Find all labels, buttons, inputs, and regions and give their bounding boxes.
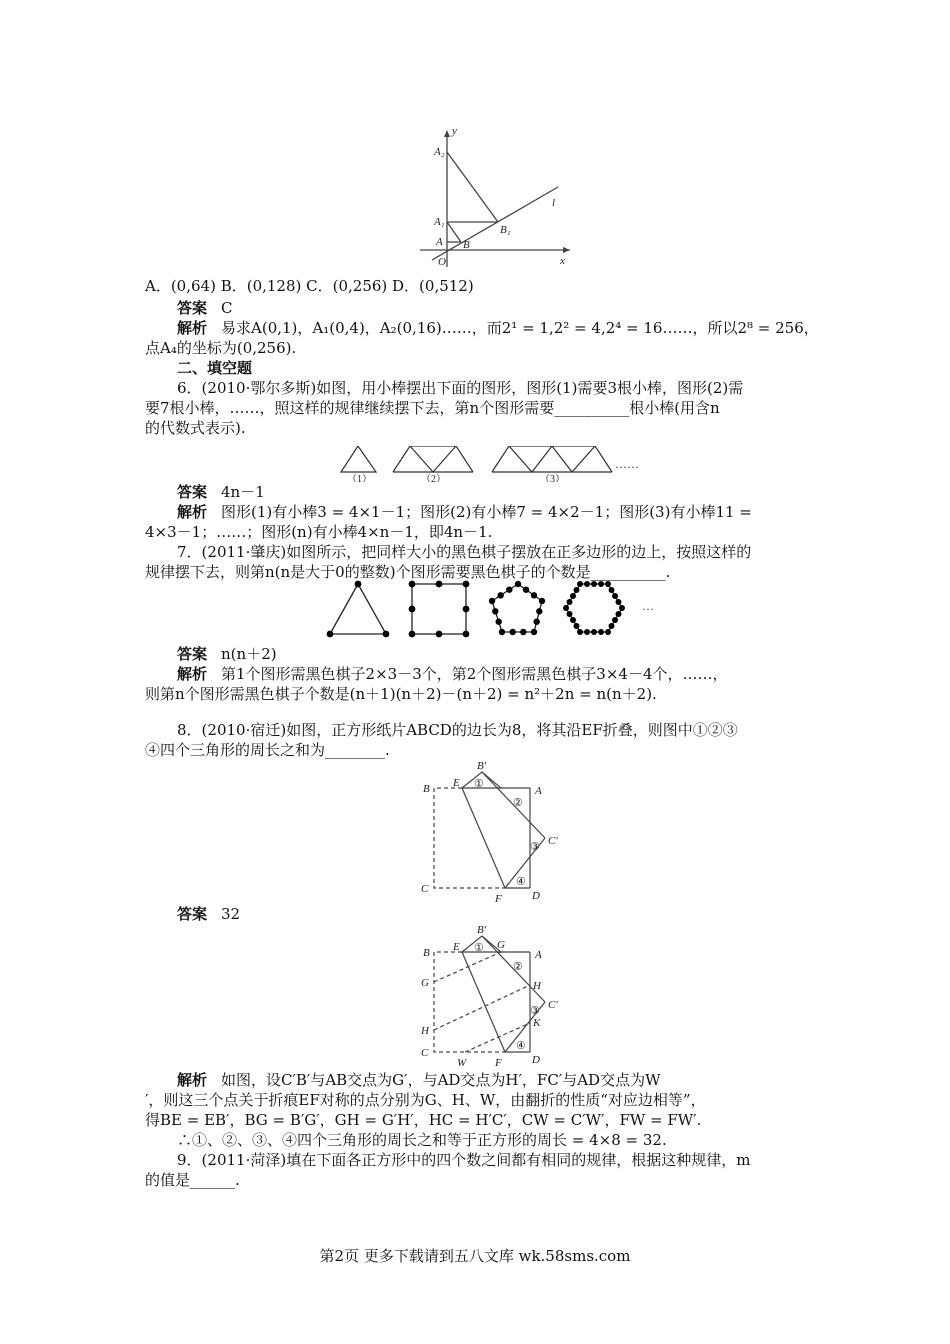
q8-fold-figure bbox=[415, 756, 575, 904]
section-title: 二、填空题 bbox=[177, 359, 253, 377]
q8-analysis-3: 得BE = EB′，BG = B′G′，GH = G′H′，HC = H′C′，CW = C′W′，FW = FW′. bbox=[145, 1111, 702, 1129]
label-B: B bbox=[463, 239, 470, 251]
segment-A1B bbox=[447, 222, 461, 242]
q5-options: A．(0,64) B．(0,128) C．(0,256) D．(0,512) bbox=[145, 277, 474, 295]
answer-text: 32 bbox=[221, 905, 241, 923]
pentagon-figure bbox=[492, 584, 542, 632]
q6-analysis bbox=[177, 502, 842, 522]
answer-text: n(n＋2) bbox=[221, 645, 277, 663]
label-W: W bbox=[457, 1057, 467, 1068]
stick-figure-1 bbox=[341, 446, 376, 472]
segment-A2B1 bbox=[447, 152, 498, 222]
q7-answer bbox=[177, 644, 842, 664]
circle-1: ① bbox=[474, 778, 484, 790]
circle-3: ③ bbox=[530, 841, 540, 853]
answer-label: 答案 bbox=[177, 645, 208, 663]
q6-text-2: 要7根小棒，……，照这样的规律继续摆下去，第n个图形需要__________根小棒(用含n bbox=[145, 399, 720, 417]
q5-answer bbox=[177, 298, 842, 318]
circle-2: ② bbox=[513, 797, 523, 809]
circle-4: ④ bbox=[516, 1040, 526, 1052]
analysis-label: 解析 bbox=[177, 665, 208, 683]
q7-analysis bbox=[177, 664, 842, 684]
q8-analysis-figure bbox=[415, 920, 575, 1068]
label-E: E bbox=[453, 941, 460, 953]
q8-analysis-2: ′，则这三个点关于折痕EF对称的点分别为G、H、W，由翻折的性质“对应边相等”， bbox=[145, 1091, 706, 1109]
label-E: E bbox=[453, 777, 460, 789]
page-footer: 第2页 更多下载请到五八文库 wk.58sms.com bbox=[319, 1247, 631, 1265]
answer-text: C bbox=[221, 299, 233, 317]
label-A: A bbox=[535, 785, 542, 797]
fig-label-3: （3） bbox=[540, 474, 565, 482]
label-G-left: G bbox=[421, 977, 429, 989]
label-K: K bbox=[533, 1017, 541, 1029]
q9-text-1: 9．(2011·菏泽)填在下面各正方形中的四个数之间都有相同的规律，根据这种规律，m bbox=[177, 1151, 751, 1169]
q6-answer bbox=[177, 482, 842, 502]
label-H-right: H bbox=[533, 980, 541, 992]
analysis-text: 如图，设C′B′与AB交点为G′，与AD交点为H′，FC′与AD交点为W bbox=[221, 1071, 661, 1089]
line-l bbox=[432, 187, 558, 260]
answer-label: 答案 bbox=[177, 299, 208, 317]
circle-4: ④ bbox=[516, 876, 526, 888]
stick-figure-2 bbox=[393, 446, 473, 472]
crease-EF bbox=[462, 788, 505, 888]
triangle-figure bbox=[330, 584, 386, 634]
q6-text-1: 6．(2010·鄂尔多斯)如图，用小棒摆出下面的图形，图形(1)需要3根小棒，图形(2)需 bbox=[177, 379, 744, 397]
label-O: O bbox=[438, 256, 446, 268]
label-D: D bbox=[532, 890, 540, 902]
label-C: C bbox=[421, 1047, 429, 1059]
label-F: F bbox=[495, 1057, 502, 1068]
analysis-text: 易求A(0,1)，A₁(0,4)，A₂(0,16)……，而2¹ = 1,2² = 4,2⁴ = 16……，所以2⁸ = 256， bbox=[221, 319, 819, 337]
circle-3: ③ bbox=[530, 1005, 540, 1017]
label-Cp: C′ bbox=[548, 999, 558, 1011]
label-D: D bbox=[532, 1054, 540, 1066]
q5-coordinate-figure bbox=[410, 122, 580, 270]
q9-text-2: 的值是______. bbox=[145, 1171, 240, 1189]
label-B: B bbox=[423, 783, 430, 795]
analysis-text: 第1个图形需黑色棋子2×3－3个，第2个图形需黑色棋子3×4－4个，……， bbox=[221, 665, 728, 683]
analysis-text: 图形(1)有小棒3 = 4×1－1；图形(2)有小棒7 = 4×2－1；图形(3)有小棒11 = bbox=[221, 503, 752, 521]
analysis-label: 解析 bbox=[177, 1071, 208, 1089]
label-A1: A₁ bbox=[434, 216, 445, 228]
q6-analysis-cont: 4×3－1；……；图形(n)有小棒4×n－1，即4n－1. bbox=[145, 523, 493, 541]
original-square-dashed bbox=[434, 788, 505, 888]
stick-figure-3 bbox=[492, 446, 612, 472]
label-y: y bbox=[452, 125, 457, 137]
q8-analysis bbox=[177, 1070, 842, 1090]
q7-text-1: 7．(2011·肇庆)如图所示，把同样大小的黑色棋子摆放在正多边形的边上，按照这样的 bbox=[177, 543, 752, 561]
continuation-dots: …… bbox=[615, 457, 639, 471]
q5-analysis bbox=[177, 318, 842, 338]
q7-analysis-cont: 则第n个图形需黑色棋子个数是(n＋1)(n＋2)－(n＋2) = n²＋2n = n(n＋2). bbox=[145, 685, 657, 703]
q7-polygon-figures bbox=[320, 576, 700, 642]
label-Bp: B′ bbox=[477, 924, 487, 936]
label-x: x bbox=[560, 255, 565, 267]
fig-label-2: （2） bbox=[421, 474, 446, 482]
q7-text-2: 规律摆下去，则第n(n是大于0的整数)个图形需要黑色棋子的个数是__________. bbox=[145, 563, 671, 581]
q8-analysis-4: ∴①、②、③、④四个三角形的周长之和等于正方形的周长 = 4×8 = 32. bbox=[177, 1131, 667, 1149]
label-A2: A₂ bbox=[434, 146, 445, 158]
aux-line-GG bbox=[434, 952, 501, 982]
answer-label: 答案 bbox=[177, 905, 208, 923]
circle-2: ② bbox=[513, 961, 523, 973]
label-G-top: G bbox=[497, 939, 505, 951]
analysis-label: 解析 bbox=[177, 319, 208, 337]
label-B1: B₁ bbox=[500, 224, 511, 236]
label-l: l bbox=[552, 197, 556, 209]
q8-text-1: 8．(2010·宿迁)如图，正方形纸片ABCD的边长为8，将其沿EF折叠，则图中①②③ bbox=[177, 721, 738, 739]
label-H-left: H bbox=[421, 1025, 429, 1037]
label-Bp: B′ bbox=[477, 760, 487, 772]
label-A: A bbox=[436, 236, 443, 248]
q6-text-3: 的代数式表示). bbox=[145, 419, 246, 437]
label-C: C bbox=[421, 883, 429, 895]
label-A: A bbox=[535, 949, 542, 961]
q8-text-2: ④四个三角形的周长之和为________. bbox=[145, 741, 390, 759]
answer-text: 4n－1 bbox=[221, 483, 265, 501]
square-figure bbox=[412, 584, 466, 634]
continuation-dots: … bbox=[642, 599, 654, 613]
circle-1: ① bbox=[474, 942, 484, 954]
analysis-label: 解析 bbox=[177, 503, 208, 521]
q5-analysis-cont: 点A₄的坐标为(0,256). bbox=[145, 339, 297, 357]
label-Cp: C′ bbox=[548, 835, 558, 847]
label-B: B bbox=[423, 947, 430, 959]
label-F: F bbox=[495, 893, 502, 904]
aux-line-HH bbox=[434, 985, 530, 1030]
fig-label-1: （1） bbox=[347, 474, 372, 482]
answer-label: 答案 bbox=[177, 483, 208, 501]
q6-stick-figures bbox=[335, 446, 655, 482]
